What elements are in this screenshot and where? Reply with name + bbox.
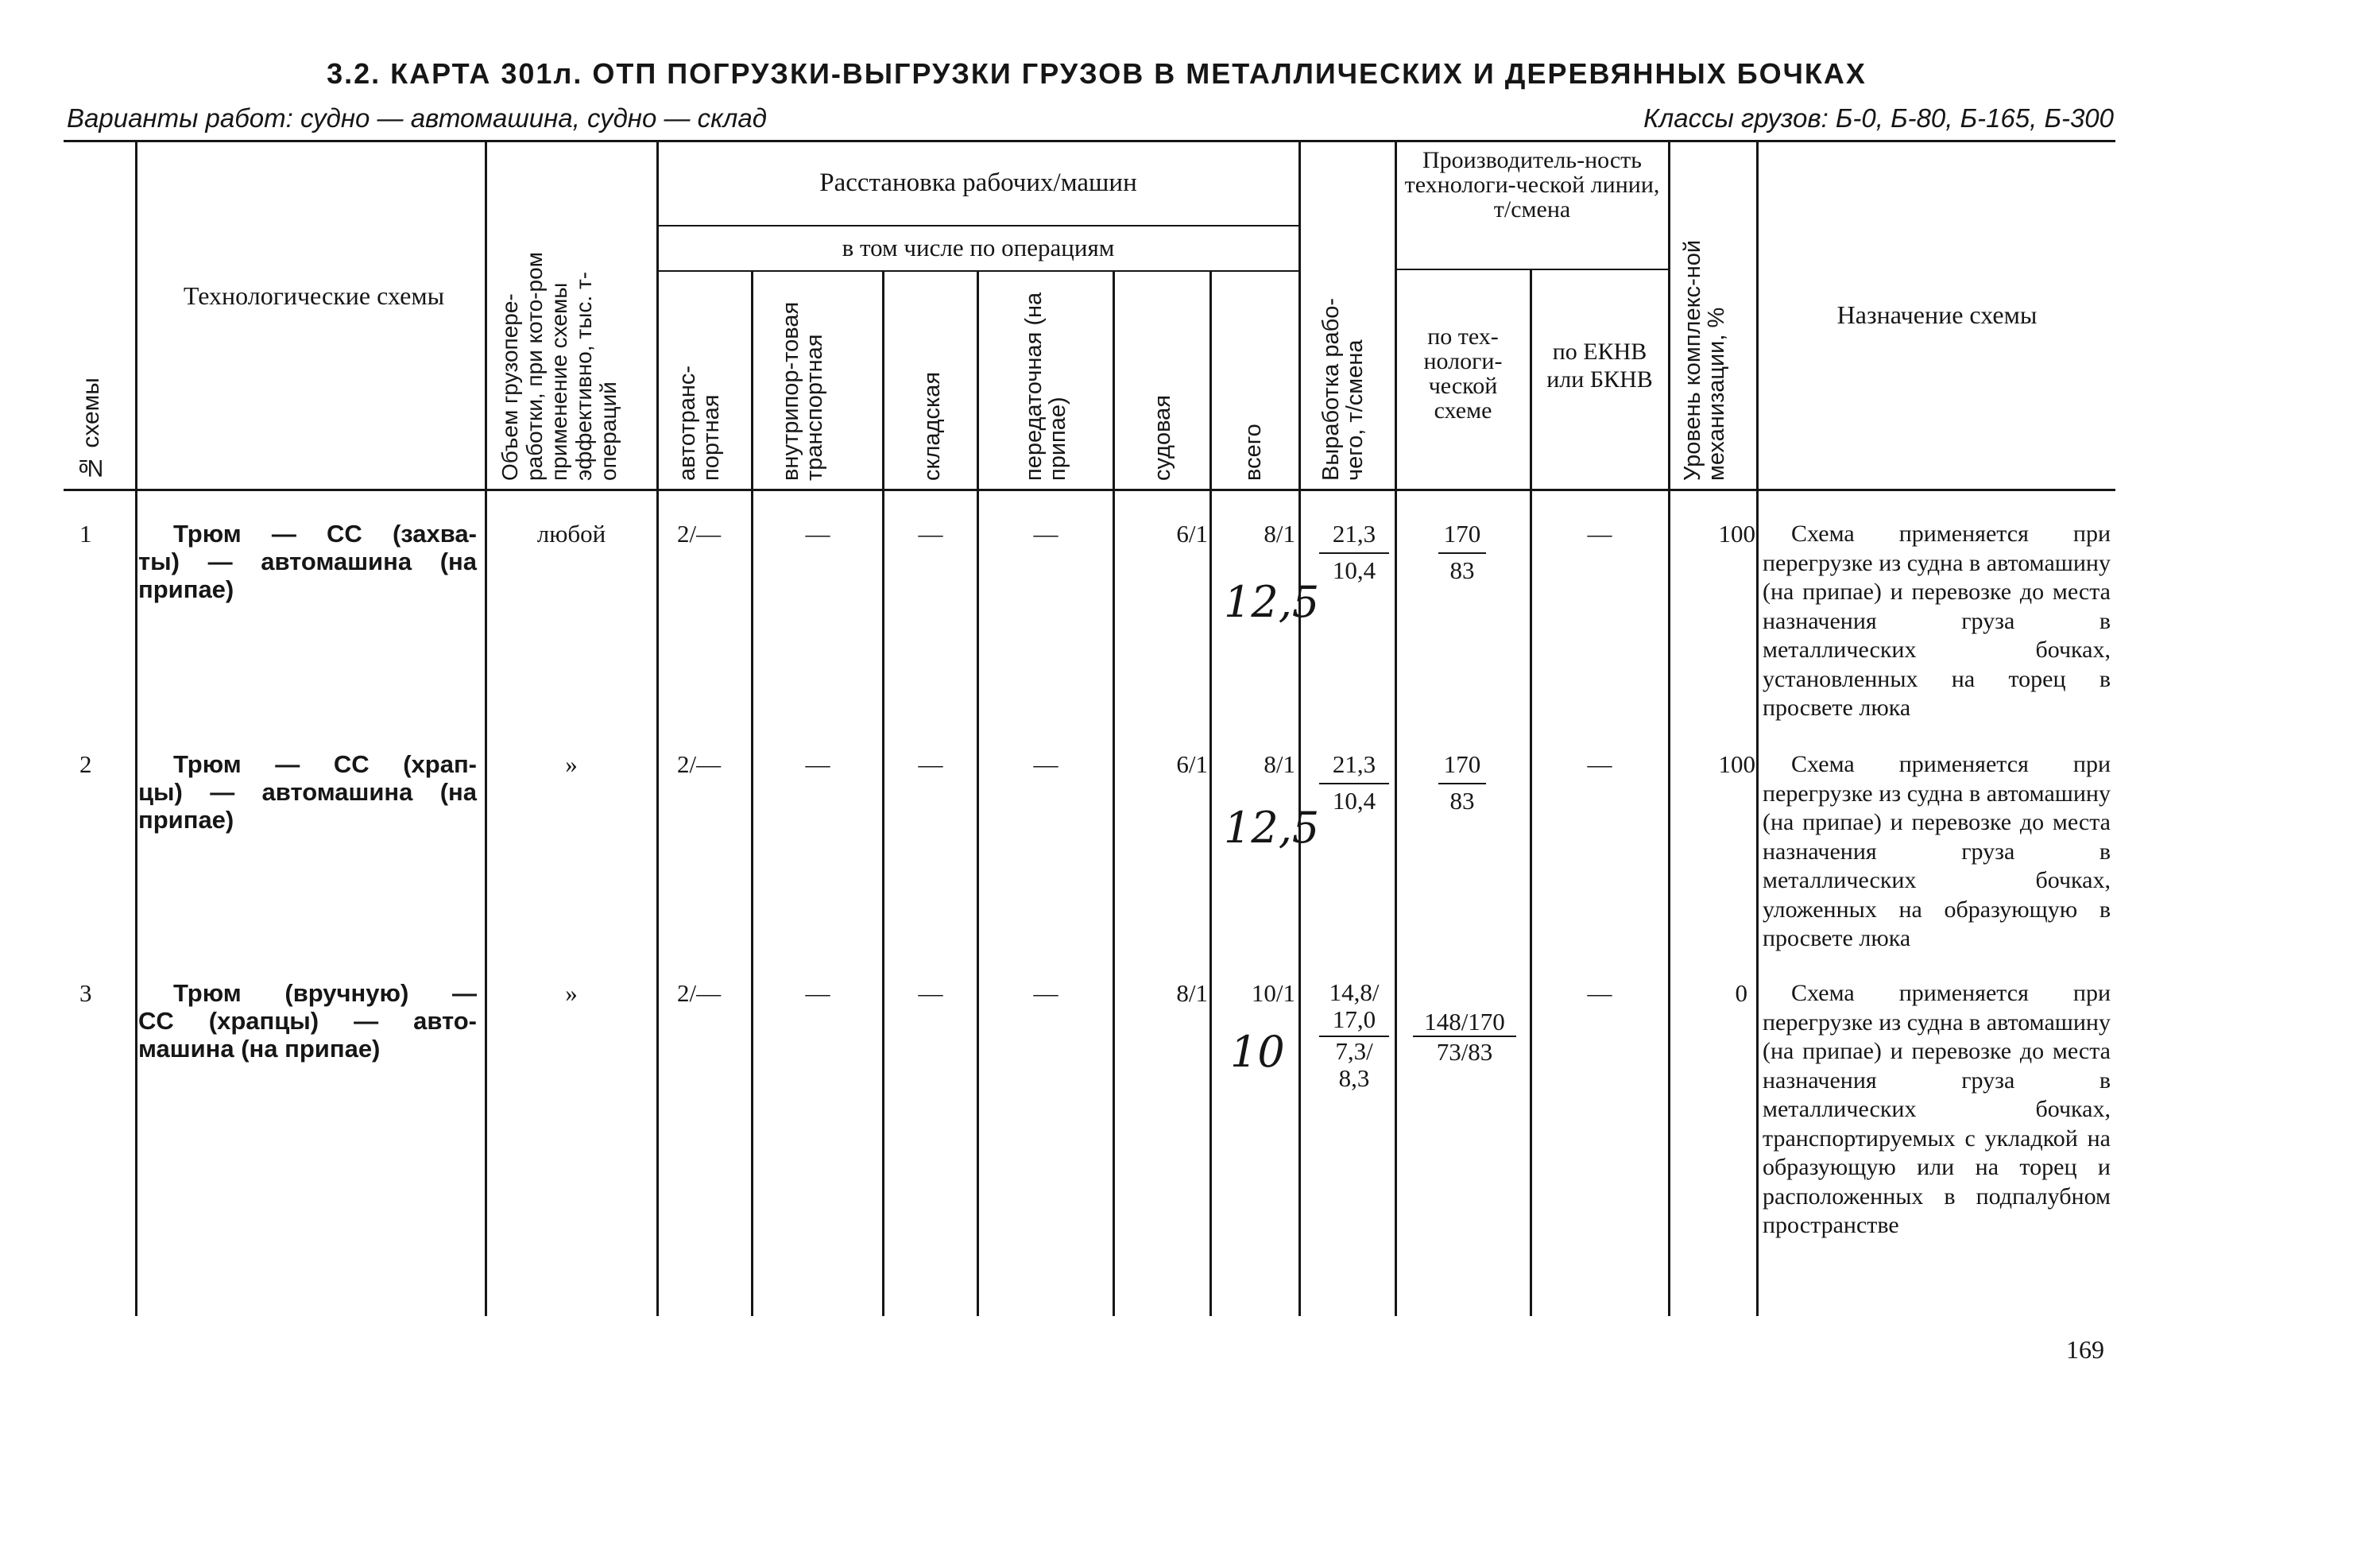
row2-prod-fraction-line: [1438, 783, 1486, 784]
row3-total: 10/1: [1251, 979, 1295, 1007]
header-mechanization: Уровень комплекс-ной механизации, %: [1680, 239, 1729, 481]
header-scheme: Технологические схемы: [183, 281, 445, 310]
col-divider: [1113, 270, 1115, 1316]
row2-output-fraction-line: [1319, 783, 1389, 784]
row1-total: 8/1: [1264, 520, 1295, 548]
row3-mech: 0: [1735, 979, 1747, 1007]
row2-output-bottom: 10,4: [1332, 787, 1376, 815]
row3-num: 3: [79, 979, 92, 1007]
row2-auto: 2/—: [677, 750, 722, 778]
row1-output-bottom: 10,4: [1332, 556, 1376, 584]
header-internal: внутрипор-товая транспортная: [778, 301, 827, 481]
row1-auto: 2/—: [677, 520, 722, 548]
row1-warehouse: —: [918, 520, 943, 548]
header-placement: Расстановка рабочих/машин: [819, 168, 1137, 197]
row1-mech: 100: [1718, 520, 1755, 548]
header-by-operations: в том числе по операциям: [842, 234, 1115, 261]
row3-output-top: 14,8/ 17,0: [1329, 978, 1380, 1033]
row3-volume: »: [565, 979, 578, 1007]
col-divider: [1209, 270, 1212, 1316]
header-output: Выработка рабо-чего, т/смена: [1318, 298, 1368, 481]
row2-scheme-line1: Трюм — СС (храп-: [173, 750, 477, 778]
page-number: 169: [2066, 1335, 2104, 1364]
row1-handwritten-note: 12,5: [1224, 577, 1320, 627]
col-divider: [751, 270, 753, 1316]
header-purpose: Назначение схемы: [1836, 300, 2038, 329]
row1-internal: —: [805, 520, 830, 548]
col-divider: [656, 140, 659, 1316]
row2-mech: 100: [1718, 750, 1755, 778]
row1-prod-fraction-line: [1438, 552, 1486, 554]
row1-scheme-line1: Трюм — СС (захва-: [173, 520, 477, 548]
header-volume: Объем грузопере-работки, при кото-ром применение схемы эффективно, тыс. т-операций: [497, 252, 621, 481]
row3-output-bottom: 7,3/ 8,3: [1335, 1037, 1373, 1092]
row3-prod-fraction-line: [1413, 1036, 1516, 1037]
row1-transfer: —: [1033, 520, 1058, 548]
productivity-subrule: [1396, 269, 1668, 270]
col-divider: [485, 140, 487, 1316]
row3-internal: —: [805, 979, 830, 1007]
row2-total: 8/1: [1264, 750, 1295, 778]
col-divider: [977, 270, 979, 1316]
row1-volume: любой: [536, 520, 606, 548]
header-warehouse: складская: [919, 371, 945, 481]
header-productivity: Производитель-ность технологи-ческой линии, т/смена: [1404, 147, 1660, 223]
table-top-rule: [64, 140, 2115, 142]
row1-prod-bottom: 83: [1449, 556, 1475, 584]
row3-purpose: Схема применяется при перегрузке из судна в автомашину (на припае) и перевозке до места назначения груза в металлических бочках, транспортируемых с укладкой на образующую или на торец и расположенных в подпалубном пространстве: [1763, 980, 2111, 1238]
row1-scheme-line3: припае): [138, 575, 234, 603]
row2-prod-top: 170: [1443, 750, 1481, 778]
row1-scheme-line2: ты) — автомашина (на: [138, 548, 477, 575]
row2-ekhv: —: [1587, 750, 1612, 778]
header-transfer: передаточная (на припае): [1021, 292, 1070, 481]
col-divider: [1395, 140, 1397, 1316]
page-title: 3.2. КАРТА 301л. ОТП ПОГРУЗКИ-ВЫГРУЗКИ ГРУЗОВ В МЕТАЛЛИЧЕСКИХ И ДЕРЕВЯННЫХ БОЧКАХ: [327, 57, 1867, 90]
row2-scheme-line2: цы) — автомашина (на: [138, 778, 477, 806]
row2-internal: —: [805, 750, 830, 778]
row3-transfer: —: [1033, 979, 1058, 1007]
header-ship: судовая: [1150, 395, 1175, 481]
row3-prod-bottom: 73/83: [1436, 1038, 1493, 1066]
row1-purpose: Схема применяется при перегрузке из судна в автомашину (на припае) и перевозке до места назначения груза в металлических бочках, установленных на торец в просвете люка: [1763, 521, 2111, 721]
row3-ship: 8/1: [1176, 979, 1208, 1007]
col-divider: [1298, 140, 1301, 1316]
col-divider: [1530, 269, 1532, 1316]
row3-warehouse: —: [918, 979, 943, 1007]
header-by-scheme: по тех-нологи-ческой схеме: [1423, 323, 1503, 424]
row1-output-fraction-line: [1319, 552, 1389, 554]
row2-handwritten-note: 12,5: [1224, 803, 1320, 853]
row1-ship: 6/1: [1176, 520, 1208, 548]
row3-scheme-line1: Трюм (вручную) —: [173, 979, 477, 1007]
row1-ekhv: —: [1587, 520, 1612, 548]
row3-scheme-line3: машина (на припае): [138, 1035, 381, 1063]
col-divider: [1668, 140, 1670, 1316]
row1-output-top: 21,3: [1332, 520, 1376, 548]
row1-num: 1: [79, 520, 92, 548]
row3-scheme-line2: СС (храпцы) — авто-: [138, 1007, 477, 1035]
row2-prod-bottom: 83: [1449, 787, 1475, 815]
header-total: всего: [1240, 424, 1266, 481]
row2-purpose: Схема применяется при перегрузке из судна в автомашину (на припае) и перевозке до места назначения груза в металлических бочках, уложенных на образующую в просвете люка: [1763, 751, 2111, 951]
row3-prod-top: 148/170: [1424, 1008, 1505, 1036]
placement-subrule: [658, 225, 1298, 226]
col-divider: [135, 140, 137, 1316]
row3-ekhv: —: [1587, 979, 1612, 1007]
row2-scheme-line3: припае): [138, 806, 234, 834]
header-by-ekhv: по ЕКНВ или БКНВ: [1546, 339, 1653, 393]
cargo-classes: Классы грузов: Б-0, Б-80, Б-165, Б-300: [1643, 103, 2114, 133]
row3-auto: 2/—: [677, 979, 722, 1007]
row2-warehouse: —: [918, 750, 943, 778]
row2-ship: 6/1: [1176, 750, 1208, 778]
row3-handwritten-note: 10: [1230, 1027, 1285, 1077]
header-num: № схемы: [78, 377, 104, 481]
row1-prod-top: 170: [1443, 520, 1481, 548]
header-auto: автотранс-портная: [675, 365, 724, 481]
row2-output-top: 21,3: [1332, 750, 1376, 778]
row2-volume: »: [565, 750, 578, 778]
col-divider: [1756, 140, 1759, 1316]
header-bottom-rule: [64, 489, 2115, 491]
col-divider: [882, 270, 884, 1316]
work-variants: Варианты работ: судно — автомашина, судно — склад: [67, 103, 767, 133]
row2-num: 2: [79, 750, 92, 778]
row2-transfer: —: [1033, 750, 1058, 778]
